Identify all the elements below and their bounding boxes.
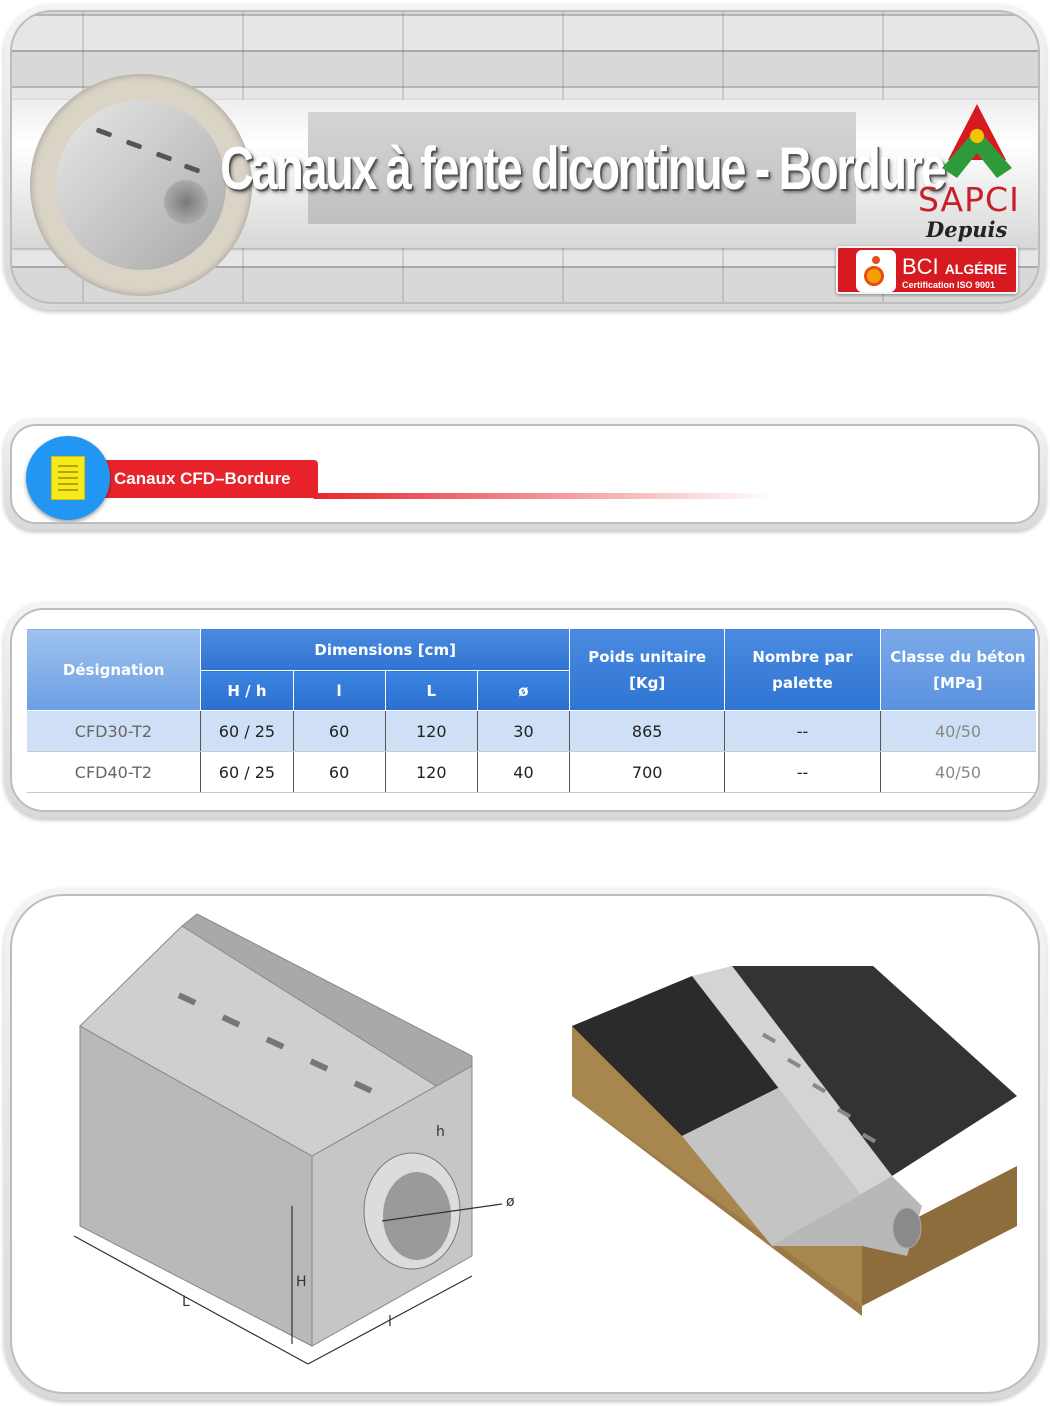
cell-weight: 700 xyxy=(570,752,725,793)
header-count-line1: Nombre par xyxy=(752,647,853,666)
header-dimensions: Dimensions [cm] xyxy=(201,629,570,671)
header-weight xyxy=(570,629,725,711)
cell-designation: CFD40-T2 xyxy=(27,752,201,793)
page-title: Canaux à fente dicontinue - Bordure xyxy=(219,134,945,202)
header-designation: Désignation xyxy=(27,629,201,711)
header-background xyxy=(10,10,1040,304)
cell-weight: 865 xyxy=(570,711,725,752)
cell-class: 40/50 xyxy=(880,752,1035,793)
spec-table-frame xyxy=(4,602,1046,818)
header-count xyxy=(725,629,880,711)
subheader-diameter: ø xyxy=(477,671,569,711)
label-slot-height: h xyxy=(436,1124,445,1140)
cell-count: -- xyxy=(725,711,880,752)
subheader-L: L xyxy=(385,671,477,711)
label-width: l xyxy=(388,1314,392,1330)
header-count-line2: palette xyxy=(772,673,833,692)
cell-diameter: 30 xyxy=(477,711,569,752)
header-concrete-class xyxy=(880,629,1035,711)
section-bar-inner xyxy=(10,424,1040,524)
label-height: H xyxy=(296,1274,307,1290)
cell-L: 120 xyxy=(385,711,477,752)
cell-L: 120 xyxy=(385,752,477,793)
label-length: L xyxy=(182,1294,190,1310)
certification-badge xyxy=(836,246,1018,294)
product-thumbnail xyxy=(30,74,252,296)
cell-diameter: 40 xyxy=(477,752,569,793)
section-bar xyxy=(4,418,1046,530)
table-row xyxy=(27,711,1036,752)
installed-render xyxy=(562,966,1032,1316)
spec-table-inner xyxy=(10,608,1040,812)
cell-count: -- xyxy=(725,752,880,793)
cell-l: 60 xyxy=(293,711,385,752)
product-images-frame xyxy=(4,888,1046,1400)
table-row xyxy=(27,752,1036,793)
brand-since: Depuis xyxy=(926,217,1008,242)
cell-class: 40/50 xyxy=(880,711,1035,752)
spec-table xyxy=(26,628,1036,793)
brand-name: SAPCI xyxy=(918,180,1020,219)
document-icon xyxy=(26,436,110,520)
header-weight-line1: Poids unitaire xyxy=(588,647,707,666)
header-banner xyxy=(4,4,1046,310)
header-weight-line2: [Kg] xyxy=(629,673,666,692)
bci-logo-icon xyxy=(856,250,896,292)
cell-designation: CFD30-T2 xyxy=(27,711,201,752)
cert-name: BCI xyxy=(902,254,939,279)
cert-text: Certification ISO 9001 xyxy=(902,280,996,290)
subheader-l: l xyxy=(293,671,385,711)
thumbnail-image xyxy=(56,100,226,270)
section-underline xyxy=(312,493,772,499)
label-diameter: ø xyxy=(506,1194,515,1210)
cert-country: ALGÉRIE xyxy=(944,261,1007,277)
header-class-line2: [MPa] xyxy=(933,673,983,692)
header-class-line1: Classe du béton xyxy=(890,647,1026,666)
section-title: Canaux CFD–Bordure xyxy=(90,460,318,498)
product-images-inner xyxy=(10,894,1040,1394)
cell-Hh: 60 / 25 xyxy=(201,711,293,752)
subheader-Hh: H / h xyxy=(201,671,293,711)
cell-Hh: 60 / 25 xyxy=(201,752,293,793)
technical-drawing xyxy=(52,906,532,1376)
cell-l: 60 xyxy=(293,752,385,793)
title-box xyxy=(219,112,945,224)
